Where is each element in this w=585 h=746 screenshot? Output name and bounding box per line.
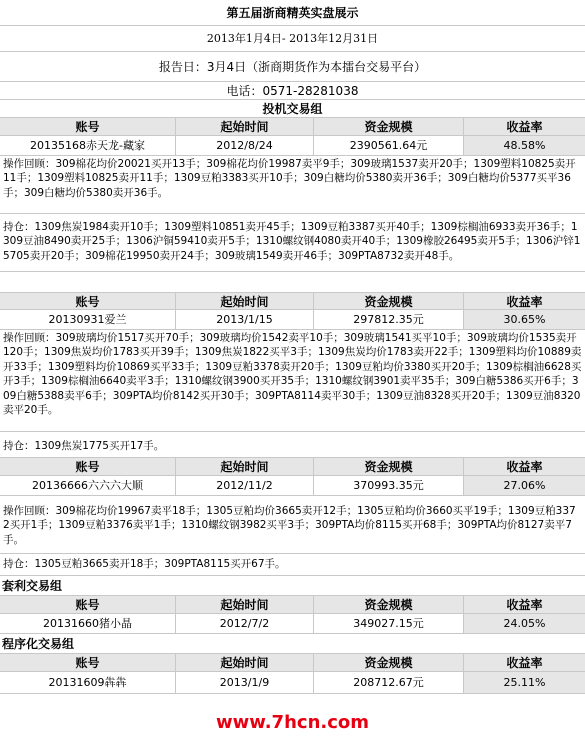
return-rate: 27.06% — [464, 476, 585, 495]
start-time: 2012/8/24 — [176, 136, 314, 155]
header-return: 收益率 — [506, 656, 543, 670]
positions-text: 持仓：1305豆粕3665卖开18手；309PTA8115买开67手。 — [0, 554, 585, 576]
table-header — [0, 118, 585, 136]
header-return: 收益率 — [506, 295, 543, 309]
table-row — [0, 310, 585, 330]
positions-text: 持仓：1309焦炭1775买开17手。 — [0, 432, 585, 458]
page-title: 第五届浙商精英实盘展示 — [0, 0, 585, 26]
header-start: 起始时间 — [176, 654, 314, 671]
account: 20135168赤天龙-藏家 — [0, 136, 176, 155]
header-account: 账号 — [0, 118, 176, 135]
header-return: 收益率 — [506, 120, 543, 134]
header-account: 账号 — [0, 293, 176, 309]
table-row — [0, 614, 585, 634]
return-rate: 25.11% — [464, 672, 585, 693]
return-rate: 48.58% — [464, 136, 585, 155]
operations-text: 操作回顾：309玻璃均价1517买开70手；309玻璃均价1542卖平10手；309玻璃1541买平10手；309玻璃均价1535卖开120手；1309焦炭均价1783买开39手；1309焦炭1822买平3手；1309焦炭均价1783卖开22手；1309塑料均价10889卖开33手；1309塑料均价10869买平33手；1309豆粕3378卖开20手；1309豆粕均价3380买开20手；1309棕榈油6628买开3手；1309棕榈油6640卖平3手；1310螺纹钢3900买开35手；1310螺纹钢3901卖平35手；309白糖5386买开6手；309白糖5388卖平6手；309PTA均价8142买开30手；309PTA8114卖平30手；1309豆油8328买开20手；1309豆油8320卖平20手。 — [0, 330, 585, 432]
group-title-arbitrage: 套利交易组 — [0, 576, 585, 596]
header-start: 起始时间 — [176, 596, 314, 613]
header-start: 起始时间 — [176, 118, 314, 135]
table-header — [0, 654, 585, 672]
header-return: 收益率 — [506, 598, 543, 612]
return-rate: 30.65% — [464, 310, 585, 329]
start-time: 2013/1/9 — [176, 672, 314, 693]
header-start: 起始时间 — [176, 458, 314, 475]
header-capital: 资金规模 — [314, 596, 464, 613]
table-header — [0, 596, 585, 614]
table-row — [0, 136, 585, 156]
header-capital: 资金规模 — [314, 118, 464, 135]
account: 20131660猪小晶 — [0, 614, 176, 633]
start-time: 2013/1/15 — [176, 310, 314, 329]
header-account: 账号 — [0, 654, 176, 671]
positions-text: 持仓：1309焦炭1984卖开10手；1309塑料10851卖开45手；1309豆粕3387买开40手；1309棕榈油6933卖开36手；1309豆油8490卖开25手；1306沪铜59410卖开5手；1310螺纹钢4080卖开40手；1309橡胶26495卖开5手；1306沪锌15705卖开20手；309棉花19950卖开24手；309玻璃1549卖开46手；309PTA8732卖开48手。 — [0, 214, 585, 272]
account: 20131609犇犇 — [0, 672, 176, 693]
group-title-programmatic: 程序化交易组 — [0, 634, 585, 654]
start-time: 2012/7/2 — [176, 614, 314, 633]
operations-text: 操作回顾：309棉花均价20021买开13手；309棉花均价19987卖平9手；309玻璃1537卖开20手；1309塑料10825卖开11手；1309塑料10825卖开11手；1309豆粕3383买开10手；309白糖均价5380卖开36手；309白糖均价5377买平36手；309白糖均价5380卖开36手。 — [0, 156, 585, 214]
header-return: 收益率 — [506, 460, 543, 474]
footer-watermark — [0, 700, 585, 746]
capital: 208712.67元 — [314, 672, 464, 693]
phone: 电话：0571-28281038 — [0, 82, 585, 100]
report-date: 报告日：3月4日（浙商期货作为本擂台交易平台） — [0, 52, 585, 82]
table-header — [0, 292, 585, 310]
return-rate: 24.05% — [464, 614, 585, 633]
capital: 2390561.64元 — [314, 136, 464, 155]
table-header — [0, 458, 585, 476]
header-capital: 资金规模 — [314, 458, 464, 475]
capital: 297812.35元 — [314, 310, 464, 329]
date-range: 2013年1月4日- 2013年12月31日 — [0, 26, 585, 52]
table-row — [0, 672, 585, 694]
header-account: 账号 — [0, 458, 176, 475]
capital: 349027.15元 — [314, 614, 464, 633]
operations-text: 操作回顾：309棉花均价19967卖平18手；1305豆粕均价3665卖开12手；1305豆粕均价3660买平19手；1309豆粕3372买开1手；1309豆粕3376卖平1手；1310螺纹钢3982买平3手；309PTA均价8115买开68手；309PTA均价8127卖平7手。 — [0, 496, 585, 554]
account: 20130931爱兰 — [0, 310, 176, 329]
header-account: 账号 — [0, 596, 176, 613]
table-row — [0, 476, 585, 496]
header-capital: 资金规模 — [314, 293, 464, 309]
group-title-speculation: 投机交易组 — [0, 100, 585, 118]
header-start: 起始时间 — [176, 293, 314, 309]
account: 20136666六六六大顺 — [0, 476, 176, 495]
start-time: 2012/11/2 — [176, 476, 314, 495]
footer-url[interactable]: www.7hcn.com — [215, 712, 370, 733]
capital: 370993.35元 — [314, 476, 464, 495]
header-capital: 资金规模 — [314, 654, 464, 671]
